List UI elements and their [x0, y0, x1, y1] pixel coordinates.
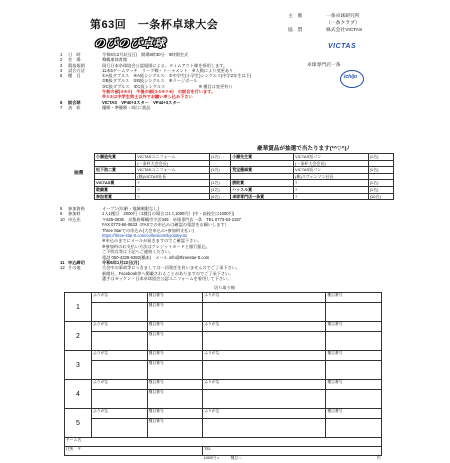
prize-cell: (1名)	[209, 167, 230, 174]
tel-field[interactable]: TEL	[203, 447, 382, 456]
prize-row	[95, 173, 394, 180]
prize-cell: (1名)	[209, 154, 230, 161]
form-row	[65, 456, 382, 463]
entry-value: ご不明点等は下記へご連絡ください。	[102, 249, 410, 254]
prize-table	[94, 153, 394, 200]
prize-cell: (10名)	[368, 193, 393, 200]
entry-value: オープン(年齢・地域制限なし)	[102, 206, 410, 211]
prize-cell: 松下浩二賞	[95, 167, 136, 174]
entry-label: その他	[68, 265, 102, 270]
organizer-row	[288, 28, 362, 35]
category-field[interactable]: 種目番号	[147, 361, 203, 380]
prize-cell: VICTAS短パン	[294, 167, 369, 174]
detail-value: 午前の部(③④⑤) 午後の部(①②⑥⑦⑧) の試合を行います。	[102, 89, 400, 94]
prize-cell: 小瀬造先賞	[95, 154, 136, 161]
fee-total: 1000円 × 種目＝	[203, 456, 326, 463]
prize-cell: VICTASユニフォーム	[136, 167, 210, 174]
prize-cell: ?	[136, 180, 210, 187]
form-row	[65, 438, 382, 447]
detail-num: 4	[60, 68, 68, 73]
entry-value: 新聞社、Facebook等へ掲載されることがありますのでご了承下さい。	[102, 271, 410, 276]
address-field[interactable]: 住所 〒	[65, 447, 203, 456]
entry-value: ※参加料のお支払い方法はクレジットカードと銀行振込。	[102, 244, 410, 249]
form-row	[65, 419, 382, 438]
detail-label: 表 彰	[68, 105, 102, 110]
prize-cell	[368, 173, 393, 180]
prize-cell: (5名)	[209, 193, 230, 200]
organizer-label	[288, 21, 316, 28]
prize-cell	[95, 173, 136, 180]
furigana-field[interactable]: ふりがな	[203, 322, 326, 332]
detail-value: ②B級ダブルス ⑤B級シングルス ⑧ラージボール	[102, 78, 400, 83]
detail-value: ※①②は中学生同士以外でお願い申し込み下さい	[102, 94, 400, 99]
fee-yen: 円	[326, 456, 382, 463]
category-field[interactable]: 種目番号	[147, 419, 203, 438]
entry-label	[68, 276, 102, 281]
category-field[interactable]: 種目番号	[326, 351, 382, 361]
prize-cell: (1名)	[368, 167, 393, 174]
prize-cell: VICTAS賞	[95, 180, 136, 187]
detail-value: 令和6年2月4日(日) 開場8時30分 9時開会式	[102, 52, 400, 57]
event-details	[60, 52, 400, 110]
entry-num: 8	[60, 206, 68, 211]
detail-value: 優勝・準優勝・3位に賞品	[102, 105, 400, 110]
shop-name: 卓球専門店一条	[307, 61, 341, 68]
page-subtitle: のびのび卓球	[94, 35, 166, 51]
organizer-value: 一条卓球研究所	[326, 14, 360, 21]
lottery-label: 抽選	[74, 170, 83, 176]
detail-label: 会 場	[68, 57, 102, 62]
prize-row	[95, 193, 394, 200]
furigana-field[interactable]: ふりがな	[92, 409, 148, 419]
entry-label: 申込先	[68, 217, 102, 222]
prize-row	[95, 167, 394, 174]
form-row-number: 3	[65, 351, 92, 380]
form-row	[65, 332, 382, 351]
name-field[interactable]	[203, 332, 326, 351]
category-field[interactable]	[326, 303, 382, 322]
detail-num: 6	[60, 100, 68, 105]
entry-value: Three Starでの申込み(大会申込み+参加料支払い)	[102, 228, 410, 233]
prize-cell	[231, 160, 294, 167]
entry-num: 10	[60, 217, 68, 222]
organizer-label: 主 催	[288, 14, 316, 21]
category-field[interactable]: 種目番号	[147, 351, 203, 361]
category-field[interactable]: 種目番号	[147, 332, 203, 351]
category-field[interactable]: 種目番号	[147, 409, 203, 419]
victas-logo: VICTAS	[328, 43, 356, 50]
furigana-field[interactable]: ふりがな	[92, 322, 148, 332]
name-field[interactable]	[203, 390, 326, 409]
name-field[interactable]	[92, 390, 148, 409]
form-row	[65, 293, 382, 303]
furigana-field[interactable]: ふりがな	[92, 351, 148, 361]
prize-note: 豪華賞品が抽選で当たります(*^▽^)ﾉ	[257, 144, 349, 152]
prize-cell: 参加者賞	[95, 193, 136, 200]
team-name-field[interactable]: チーム名	[65, 438, 382, 447]
form-row	[65, 303, 382, 322]
category-field[interactable]: 種目番号	[326, 293, 382, 303]
organizer-block	[288, 14, 362, 34]
form-row	[65, 380, 382, 390]
prize-cell: (一条杯大会会長)	[136, 160, 210, 167]
organizer-value: （一条クラブ）	[326, 21, 360, 28]
detail-num: 3	[60, 63, 68, 68]
entry-value: 〒625-0036 京都府舞鶴市字浜345 卓球専門店一条 TEL 0773-63-2157	[102, 217, 410, 222]
detail-value: VICTAS VP40+3スター VP44+3スター	[102, 100, 400, 105]
entry-label: 申込締切	[68, 260, 102, 265]
entry-value: 大会中の事故等につきましては一切責任を負いませんのでご了承下さい。	[102, 265, 410, 270]
category-field[interactable]: 種目番号	[326, 380, 382, 390]
form-row-number: 1	[65, 293, 92, 322]
entry-num: 12	[60, 265, 68, 270]
prize-cell: 敢闘賞	[95, 186, 136, 193]
prize-cell: 荒宝藤麻賞	[231, 167, 294, 174]
ichijo-logo-text: ichijo	[344, 74, 357, 80]
detail-value: 現行日本卓球協会公認規則による。タイムアウト制を採用します。	[102, 63, 400, 68]
detail-label: 試合方法	[68, 68, 102, 73]
detail-num: 2	[60, 57, 68, 62]
prize-row	[95, 154, 394, 161]
prize-cell: (1名)	[209, 180, 230, 187]
category-field[interactable]: 種目番号	[147, 380, 203, 390]
name-field[interactable]	[92, 361, 148, 380]
entry-row	[60, 276, 410, 281]
prize-cell: ?	[294, 186, 369, 193]
prize-cell: (1名)	[368, 186, 393, 193]
category-field[interactable]	[326, 361, 382, 380]
detail-value: ③C級ダブルス ⑥C級シングルス ※ 種目は変更有り	[102, 84, 400, 89]
entry-num: 9	[60, 211, 68, 216]
cut-line-label: 切り取り線	[214, 285, 235, 291]
form-row-number: 4	[65, 380, 92, 409]
category-field[interactable]: 種目番号	[326, 322, 382, 332]
detail-num: 7	[60, 105, 68, 110]
detail-value: 11本5ゲームマッチ リーグ戦・トーナメント ※人数により変更あり	[102, 68, 400, 73]
prize-cell: (1名)	[368, 180, 393, 187]
prize-cell: (一条杯大会会長)	[294, 160, 369, 167]
prize-cell: ハッスル賞	[231, 186, 294, 193]
detail-num: 1	[60, 52, 68, 57]
prize-cell: ?	[294, 193, 369, 200]
prize-row	[95, 160, 394, 167]
form-row-number: 5	[65, 409, 92, 438]
prize-cell	[231, 173, 294, 180]
category-field[interactable]: 種目番号	[147, 322, 203, 332]
furigana-field[interactable]: ふりがな	[92, 380, 148, 390]
detail-row	[60, 105, 400, 110]
entry-num: 11	[60, 260, 68, 265]
entry-num	[60, 276, 68, 281]
category-field[interactable]	[326, 419, 382, 438]
prize-cell: (株)スヴェンソン社長	[294, 173, 369, 180]
detail-value: ①A級ダブルス ④A級シングルス ⑦中学生(小学生)シングルス(中学2年生以下)	[102, 73, 400, 78]
prize-cell: 勝敗賞	[231, 180, 294, 187]
name-field[interactable]	[203, 303, 326, 322]
prize-cell: 小瀬先生賞	[231, 154, 294, 161]
prize-cell: ?	[294, 180, 369, 187]
furigana-field[interactable]: ふりがな	[203, 380, 326, 390]
furigana-field[interactable]: ふりがな	[203, 293, 326, 303]
detail-num: 5	[60, 73, 68, 78]
entry-value: 令和6年1月22日(月)	[102, 260, 410, 265]
entry-label: 参加料	[68, 211, 102, 216]
prize-cell: 卓球専門店一条賞	[231, 193, 294, 200]
form-row	[65, 447, 382, 456]
page-title: 第63回 一条杯卓球大会	[90, 16, 218, 32]
name-field[interactable]	[92, 332, 148, 351]
organizer-row	[288, 21, 362, 28]
category-field[interactable]: 種目番号	[147, 293, 203, 303]
form-row-number: 2	[65, 322, 92, 351]
prize-cell: (1名)	[209, 186, 230, 193]
prize-cell: (株)VICTAS社長	[136, 173, 210, 180]
name-field[interactable]	[92, 303, 148, 322]
prize-row	[95, 186, 394, 193]
form-row	[65, 361, 382, 380]
entry-link[interactable]: https://three-star-tt.com/collections/kyotokyoto	[102, 233, 410, 238]
category-field[interactable]	[326, 332, 382, 351]
entry-value: ※申込みまでにメールが届きますのでご確認下さい。	[102, 238, 410, 243]
form-row	[65, 351, 382, 361]
detail-label: 日 時	[68, 52, 102, 57]
prize-cell	[209, 160, 230, 167]
organizer-value: 株式会社VICTAS	[326, 28, 362, 35]
prize-cell: ?	[136, 186, 210, 193]
prize-cell	[368, 160, 393, 167]
category-field[interactable]: 種目番号	[326, 409, 382, 419]
entry-details	[60, 206, 410, 282]
entry-value: 選手はゼッケン・日本卓球協会公認ユニフォームを着用して下さい。	[102, 276, 410, 281]
detail-label: 種 目	[68, 73, 102, 78]
category-field[interactable]: 種目番号	[147, 303, 203, 322]
form-row	[65, 322, 382, 332]
form-row	[65, 409, 382, 419]
detail-value: 舞鶴東体育館	[102, 57, 400, 62]
entry-value: 電話 050-4329-6392(橋本) メール info@threestar-tt.com	[102, 255, 410, 260]
prize-cell: ?	[136, 193, 210, 200]
entry-value: FAX 0773-66-0633（FAXでの申込みは確認の電話をお願いします）	[102, 222, 410, 227]
form-row	[65, 390, 382, 409]
detail-label: 試合球	[68, 100, 102, 105]
name-field[interactable]	[92, 419, 148, 438]
furigana-field[interactable]: ふりがな	[92, 293, 148, 303]
organizer-label: 協 賛	[288, 28, 316, 35]
entry-value: 1人1種目 2000円（1種目の場合は1人1000円）(中・高校生は1000円)	[102, 211, 410, 216]
name-field[interactable]	[203, 419, 326, 438]
entry-label: 参加資格	[68, 206, 102, 211]
prize-cell	[209, 173, 230, 180]
prize-cell: VICTASユニフォーム	[136, 154, 210, 161]
name-field[interactable]	[203, 361, 326, 380]
furigana-field[interactable]: ふりがな	[203, 351, 326, 361]
entry-form	[64, 292, 382, 463]
category-field[interactable]	[326, 390, 382, 409]
furigana-field[interactable]: ふりがな	[203, 409, 326, 419]
form-spacer	[65, 456, 203, 463]
prize-row	[95, 180, 394, 187]
prize-cell	[95, 160, 136, 167]
detail-label: 競技規則	[68, 63, 102, 68]
prize-cell: (1名)	[368, 154, 393, 161]
organizer-row	[288, 14, 362, 21]
category-field[interactable]: 種目番号	[147, 390, 203, 409]
prize-cell: VICTAS短パン	[294, 154, 369, 161]
